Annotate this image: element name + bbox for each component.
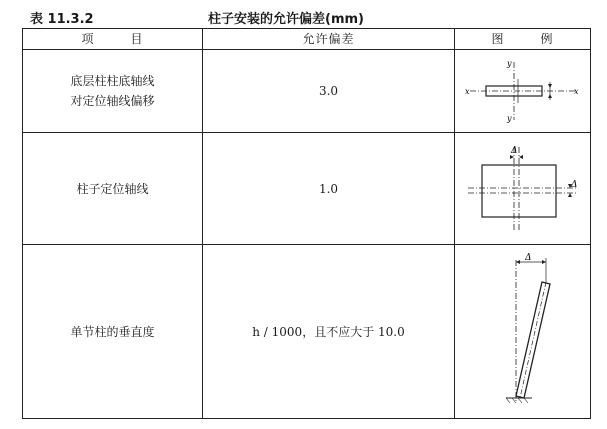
item-line: 对定位轴线偏移 (70, 94, 155, 108)
arrowhead (568, 193, 572, 197)
table-row (23, 245, 591, 419)
tolerance-value: h / 1000，且不应大于 10.0 (252, 324, 405, 339)
delta-label: Δ (510, 145, 517, 156)
column-base-axis-offset-diagram (462, 57, 584, 125)
x-axis-label: x (573, 87, 579, 96)
figure-cell (455, 50, 591, 133)
delta-label: Δ (524, 252, 531, 263)
column-center-line (520, 282, 546, 398)
tolerance-cell: 1.0 (203, 133, 455, 245)
ground-hatch (506, 398, 528, 403)
figure-cell (455, 133, 591, 245)
tilted-column-outline (516, 282, 550, 398)
header-item: 项 目 (23, 29, 203, 50)
header-tolerance: 允许偏差 (203, 29, 455, 50)
delta-label: Δ (570, 179, 577, 190)
y-axis-label: y (506, 114, 512, 123)
arrowhead (548, 94, 552, 98)
arrowhead (548, 84, 552, 88)
item-line: 柱子定位轴线 (76, 181, 149, 196)
item-cell (23, 50, 203, 133)
table-title: 柱子安装的允许偏差(mm) (208, 12, 364, 27)
item-line: 单节柱的垂直度 (70, 324, 155, 339)
tolerance-table (22, 28, 591, 419)
item-cell (23, 133, 203, 245)
item-line: 底层柱柱底轴线 (70, 74, 155, 88)
column-positioning-axis-diagram (462, 143, 584, 235)
header-figure: 图 例 (455, 29, 591, 50)
header-row (23, 29, 591, 50)
table-number: 表 11.3.2 (30, 12, 94, 27)
table-row (23, 133, 591, 245)
y-axis-label: y (506, 59, 512, 68)
tolerance-cell: 3.0 (203, 50, 455, 133)
arrowhead (519, 155, 523, 159)
item-cell (23, 245, 203, 419)
x-axis-label: x (464, 87, 470, 96)
single-column-verticality-diagram (462, 252, 584, 412)
arrowhead (516, 260, 520, 264)
tolerance-cell (203, 245, 455, 419)
figure-cell (455, 245, 591, 419)
arrowhead (542, 260, 546, 264)
table-caption (30, 6, 590, 28)
table-row (23, 50, 591, 133)
